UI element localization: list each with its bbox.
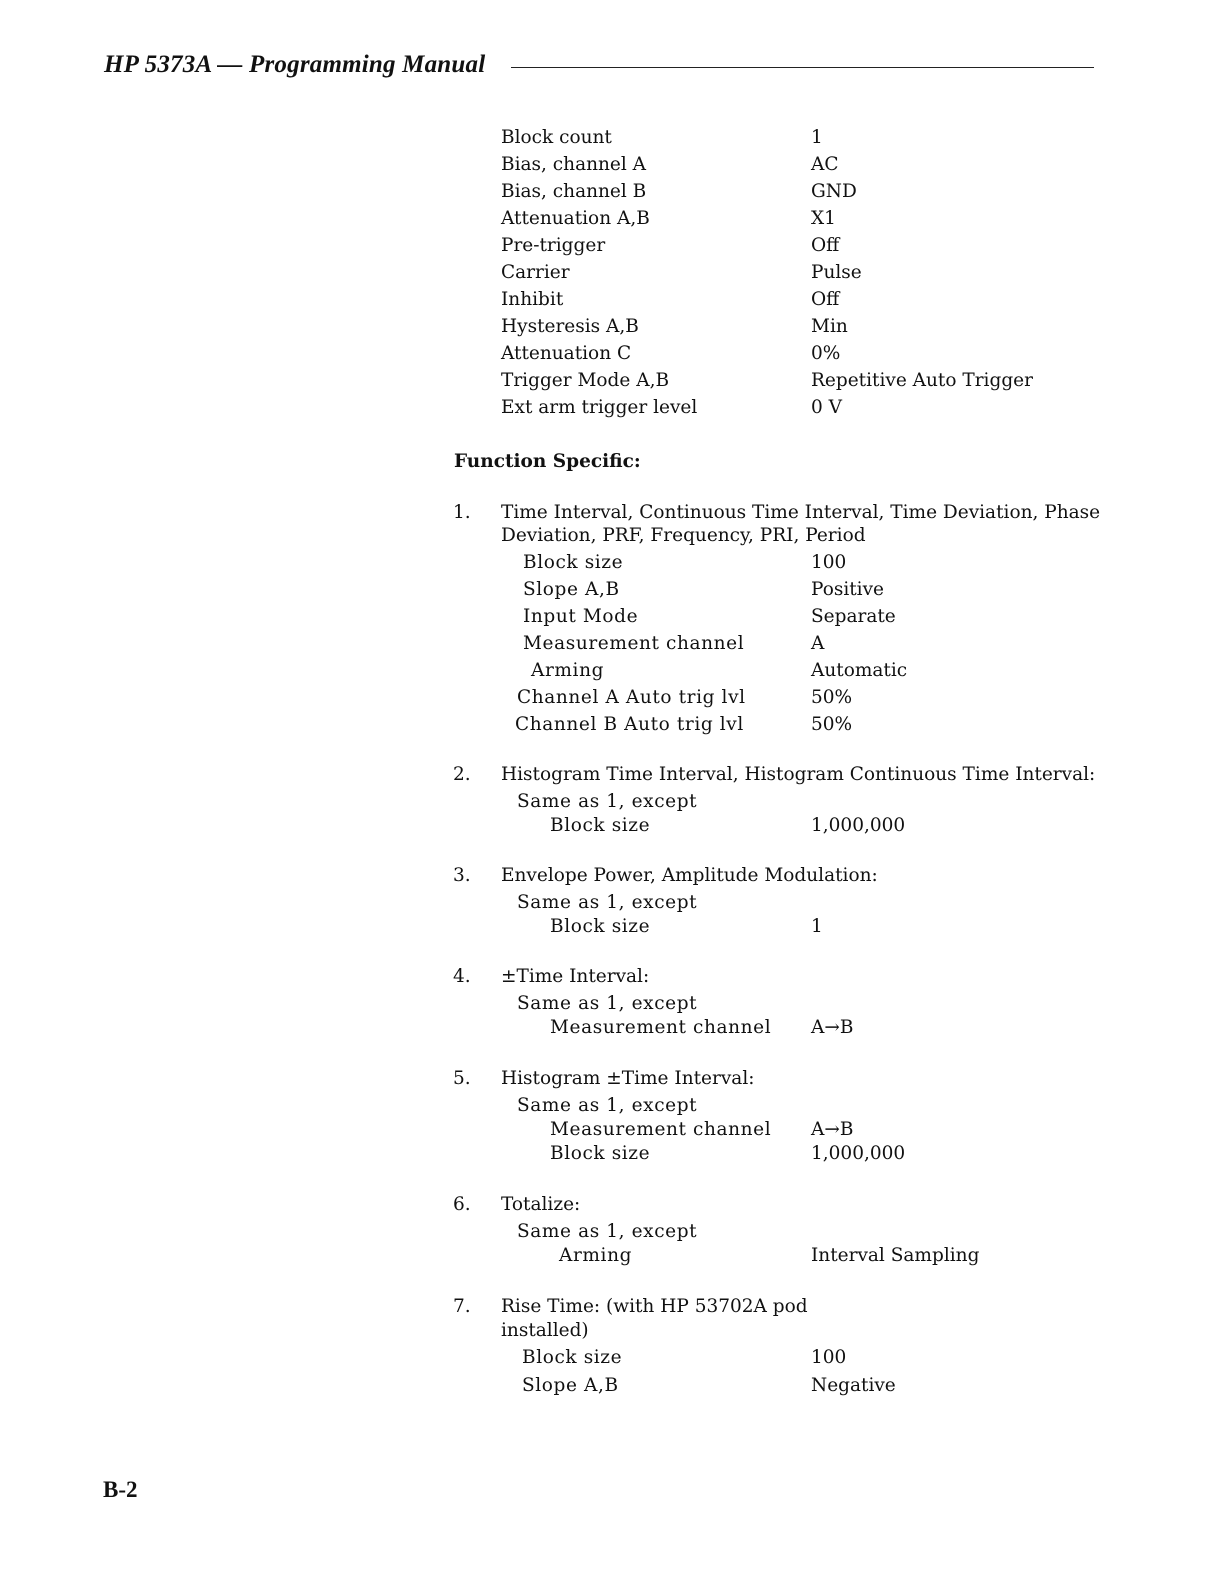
item-title-cont: installed) (501, 1320, 589, 1341)
setting-value: Automatic (811, 660, 908, 681)
page-header (104, 50, 1094, 80)
item-number: 6. (453, 1194, 471, 1215)
item-title: Rise Time: (with HP 53702A pod (501, 1296, 808, 1317)
setting-label: Slope A,B (523, 579, 620, 600)
setting-value: 1,000,000 (811, 1143, 906, 1164)
setting-value: 50% (811, 714, 853, 735)
item-title: ±Time Interval: (501, 966, 650, 987)
item-title: Histogram ±Time Interval: (501, 1068, 755, 1089)
same-as-note: Same as 1, except (517, 1221, 698, 1242)
page-number: B-2 (103, 1477, 138, 1502)
setting-label: Pre-trigger (501, 235, 606, 256)
item-title-cont: Deviation, PRF, Frequency, PRI, Period (501, 525, 866, 546)
setting-label: Block size (550, 815, 651, 836)
item-title: Time Interval, Continuous Time Interval, Time Deviation, Phase (501, 502, 1101, 523)
setting-value: Positive (811, 579, 884, 600)
setting-value: Repetitive Auto Trigger (811, 370, 1033, 391)
setting-label: Bias, channel A (501, 154, 647, 175)
setting-value: Pulse (811, 262, 862, 283)
setting-label: Carrier (501, 262, 570, 283)
setting-value: 1 (811, 916, 823, 937)
item-title: Totalize: (501, 1194, 581, 1215)
same-as-note: Same as 1, except (517, 993, 698, 1014)
same-as-note: Same as 1, except (517, 892, 698, 913)
setting-value: A→B (811, 1119, 854, 1140)
setting-label: Block size (523, 552, 624, 573)
setting-label: Bias, channel B (501, 181, 647, 202)
setting-label: Trigger Mode A,B (501, 370, 670, 391)
setting-label: Slope A,B (522, 1375, 619, 1396)
setting-label: Inhibit (501, 289, 564, 310)
setting-label: Channel B Auto trig lvl (515, 714, 744, 735)
setting-label: Measurement channel (550, 1017, 772, 1038)
section-heading: Function Specific: (454, 451, 641, 472)
setting-label: Input Mode (523, 606, 639, 627)
setting-value: 0% (811, 343, 841, 364)
setting-value: 1,000,000 (811, 815, 906, 836)
setting-label: Block size (550, 1143, 651, 1164)
setting-value: Off (811, 289, 840, 310)
setting-value: 0 V (811, 397, 843, 418)
item-number: 3. (453, 865, 471, 886)
setting-value: AC (811, 154, 839, 175)
setting-label: Attenuation A,B (501, 208, 650, 229)
header-rule (511, 67, 1094, 68)
same-as-note: Same as 1, except (517, 1095, 698, 1116)
setting-label: Hysteresis A,B (501, 316, 639, 337)
item-title: Histogram Time Interval, Histogram Continuous Time Interval: (501, 764, 1096, 785)
setting-label: Block size (550, 916, 651, 937)
setting-label: Arming (531, 660, 605, 681)
setting-label: Measurement channel (550, 1119, 772, 1140)
setting-value: X1 (811, 208, 836, 229)
setting-label: Channel A Auto trig lvl (517, 687, 746, 708)
setting-value: 50% (811, 687, 853, 708)
setting-label: Block count (501, 127, 612, 148)
setting-value: GND (811, 181, 857, 202)
same-as-note: Same as 1, except (517, 791, 698, 812)
setting-value: Off (811, 235, 840, 256)
setting-value: A→B (811, 1017, 854, 1038)
setting-label: Block size (522, 1347, 623, 1368)
item-title: Envelope Power, Amplitude Modulation: (501, 865, 878, 886)
setting-value: A (811, 633, 825, 654)
setting-value: 1 (811, 127, 823, 148)
setting-label: Arming (559, 1245, 633, 1266)
setting-value: Negative (811, 1375, 896, 1396)
setting-value: Min (811, 316, 848, 337)
item-number: 7. (453, 1296, 471, 1317)
setting-value: Separate (811, 606, 896, 627)
item-number: 5. (453, 1068, 471, 1089)
setting-value: 100 (811, 552, 847, 573)
setting-label: Ext arm trigger level (501, 397, 698, 418)
header-title: HP 5373A — Programming Manual (104, 51, 486, 78)
item-number: 1. (453, 502, 471, 523)
item-number: 2. (453, 764, 471, 785)
setting-label: Attenuation C (501, 343, 632, 364)
setting-value: Interval Sampling (811, 1245, 980, 1266)
item-number: 4. (453, 966, 471, 987)
setting-value: 100 (811, 1347, 847, 1368)
setting-label: Measurement channel (523, 633, 745, 654)
